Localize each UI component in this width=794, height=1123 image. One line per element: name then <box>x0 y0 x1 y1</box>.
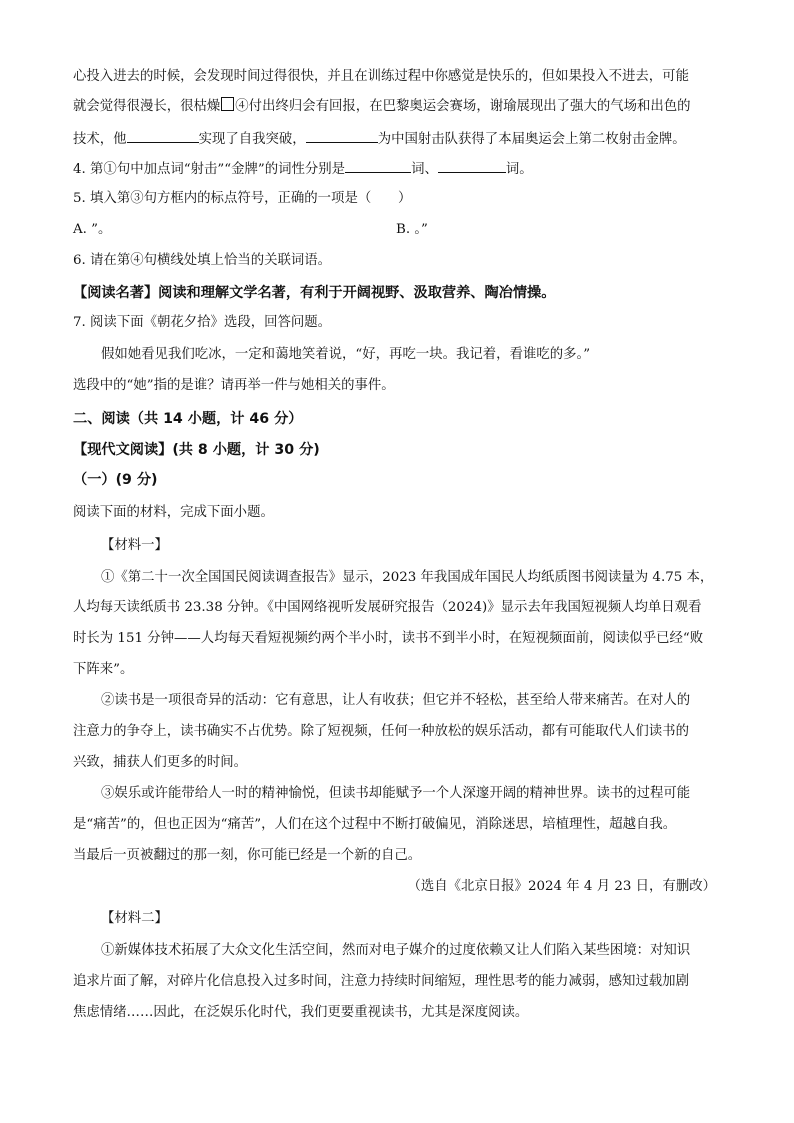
heading-text: 【阅读名著】阅读和理解文学名著，有利于开阔视野、汲取营养、陶冶情操。 <box>73 285 556 301</box>
modern-reading-heading <box>0 440 794 460</box>
material-2-label <box>0 909 794 929</box>
passage-text: ④付出终归会有回报，在巴黎奥运会赛场，谢瑜展现出了强大的气场和出色的 <box>235 99 691 114</box>
passage-text: 技术，他 <box>73 132 127 147</box>
material-text: 追求片面了解，对碎片化信息投入过多时间，注意力持续时间缩短，理性思考的能力减弱，感知过载加剧 <box>73 974 689 989</box>
material-line <box>0 972 794 992</box>
part-1-heading <box>0 470 794 490</box>
material-line <box>0 660 794 680</box>
question-7-ask <box>0 376 794 396</box>
punctuation-box <box>221 97 234 111</box>
material-text: ③娱乐或许能带给人一时的精神愉悦，但读书却能赋予一个人深邃开阔的精神世界。读书的过程可能 <box>101 786 691 801</box>
question-text: 选段中的“她”指的是谁？请再举一件与她相关的事件。 <box>73 378 395 393</box>
answer-blank[interactable] <box>438 158 506 173</box>
material-text: 是“痛苦”的，但也正因为“痛苦”，人们在这个过程中不断打破偏见，消除迷思，培植理性，超越自我。 <box>73 817 677 832</box>
material-line <box>0 722 794 742</box>
passage-text: 就会觉得很漫长，很枯燥 <box>73 99 221 114</box>
material-line <box>0 815 794 835</box>
passage-text: 为中国射击队获得了本届奥运会上第二枚射击金牌。 <box>377 132 686 147</box>
question-4 <box>0 158 794 180</box>
question-text: 5. 填入第③句方框内的标点符号，正确的一项是（ ） <box>73 191 412 206</box>
material-line <box>0 753 794 773</box>
material-line <box>0 629 794 649</box>
material-line <box>0 568 794 588</box>
material-line <box>0 1003 794 1023</box>
excerpt <box>0 345 794 365</box>
option-a[interactable]: A. ”。 <box>73 222 112 237</box>
material-line <box>0 784 794 804</box>
material-1-source <box>0 877 794 897</box>
classics-heading <box>0 283 794 303</box>
passage-line <box>0 128 794 150</box>
option-b[interactable]: B. 。” <box>396 222 428 237</box>
section-2-title <box>0 409 794 429</box>
question-6 <box>0 251 794 271</box>
material-text: ①新媒体技术拓展了大众文化生活空间，然而对电子媒介的过度依赖又让人们陷入某些困境：对知识 <box>101 943 691 958</box>
answer-blank[interactable] <box>345 158 411 173</box>
source-text: （选自《北京日报》2024 年 4 月 23 日，有删改） <box>407 879 716 894</box>
question-text: 7. 阅读下面《朝花夕拾》选段，回答问题。 <box>73 315 332 330</box>
material-line <box>0 846 794 866</box>
question-5-options <box>0 220 794 240</box>
heading-text: （一）(9 分) <box>73 472 158 488</box>
material-1-label <box>0 536 794 556</box>
answer-blank[interactable] <box>306 128 378 143</box>
instruction <box>0 503 794 523</box>
label-text: 【材料二】 <box>101 911 168 926</box>
material-text: ①《第二十一次全国国民阅读调查报告》显示，2023 年我国成年国民人均纸质图书阅读量为 4.75 本， <box>101 570 714 585</box>
material-text: 兴致，捕获人们更多的时间。 <box>73 755 248 770</box>
question-text: 6. 请在第④句横线处填上恰当的关联词语。 <box>73 253 332 268</box>
material-text: ②读书是一项很奇异的活动：它有意思，让人有收获；但它并不轻松，甚至给人带来痛苦。在对人的 <box>101 693 691 708</box>
question-text: 词。 <box>505 162 533 177</box>
material-line <box>0 691 794 711</box>
instruction-text: 阅读下面的材料，完成下面小题。 <box>73 505 274 520</box>
question-5 <box>0 189 794 209</box>
heading-text: 二、阅读（共 14 小题，计 46 分） <box>73 411 303 427</box>
question-text: 词、 <box>411 162 438 177</box>
material-text: 时长为 151 分钟——人均每天看短视频约两个半小时，读书不到半小时，在短视频面前，阅读似乎已经“败 <box>73 631 704 646</box>
material-line <box>0 941 794 961</box>
passage-line <box>0 67 794 87</box>
material-text: 焦虑情绪……因此，在泛娱乐化时代，我们更要重视读书，尤其是深度阅读。 <box>73 1005 529 1020</box>
excerpt-text: 假如她看见我们吃冰，一定和蔼地笑着说，“好，再吃一块。我记着，看谁吃的多。” <box>101 347 591 362</box>
question-7 <box>0 313 794 333</box>
answer-blank[interactable] <box>127 128 199 143</box>
material-text: 注意力的争夺上，读书确实不占优势。除了短视频，任何一种放松的娱乐活动，都有可能取代人们读书的 <box>73 724 689 739</box>
material-text: 当最后一页被翻过的那一刻，你可能已经是一个新的自己。 <box>73 848 422 863</box>
passage-text: 实现了自我突破， <box>198 132 306 147</box>
material-text: 人均每天读纸质书 23.38 分钟。《中国网络视听发展研究报告（2024)》显示去年我国短视频人均单日观看 <box>73 600 702 615</box>
material-line <box>0 598 794 618</box>
material-text: 下阵来”。 <box>73 662 134 677</box>
passage-line <box>0 97 794 117</box>
passage-text: 心投入进去的时候，会发现时间过得很快，并且在训练过程中你感觉是快乐的，但如果投入不进去，可能 <box>73 69 689 84</box>
label-text: 【材料一】 <box>101 538 168 553</box>
question-text: 4. 第①句中加点词“射击”“金牌”的词性分别是 <box>73 162 346 177</box>
heading-text: 【现代文阅读】(共 8 小题，计 30 分) <box>73 442 320 458</box>
